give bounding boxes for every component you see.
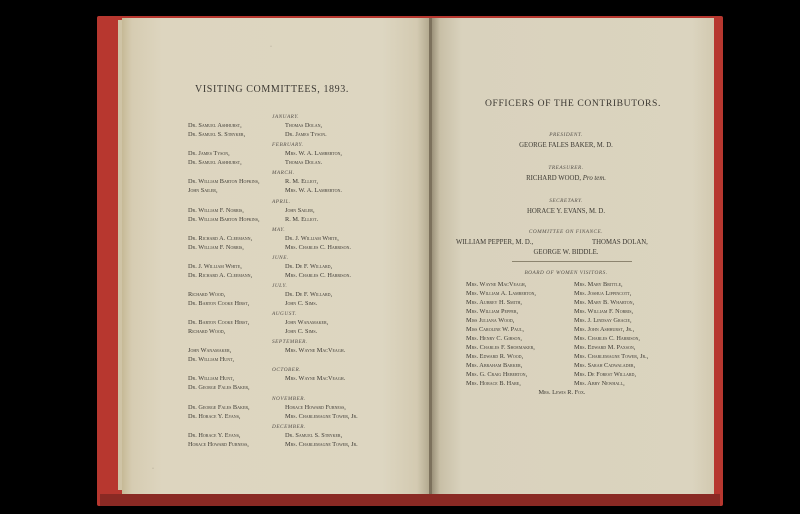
women-visitor: Mrs. Henry C. Gibson,	[466, 335, 522, 342]
section-divider	[512, 261, 632, 262]
committee-member: Mrs. Charles C. Harrison.	[285, 244, 351, 251]
month-heading: JULY.	[272, 283, 288, 289]
page-speck: ·	[270, 44, 272, 50]
finance-member-1: WILLIAM PEPPER, M. D.,	[456, 239, 534, 246]
women-visitor: Miss Caroline W. Paul,	[466, 326, 524, 333]
month-heading: MARCH.	[272, 170, 295, 176]
committee-member: John Sailer,	[188, 187, 218, 194]
month-heading: OCTOBER.	[272, 367, 302, 373]
women-visitor: Mrs. Charles F. Shoemaker,	[466, 344, 535, 351]
committee-member: Mrs. Wayne MacVeagh.	[285, 347, 346, 354]
officers-title: OFFICERS OF THE CONTRIBUTORS.	[485, 98, 661, 109]
month-heading: FEBRUARY.	[272, 142, 304, 148]
secretary-name: HORACE Y. EVANS, M. D.	[526, 208, 606, 215]
committee-member: John C. Sims.	[285, 300, 318, 307]
visiting-committees-title: VISITING COMMITTEES, 1893.	[195, 84, 349, 95]
committee-member: Dr. William Hunt,	[188, 356, 235, 363]
committee-member: Dr. William F. Norris,	[188, 207, 244, 214]
finance-member-2: THOMAS DOLAN,	[592, 239, 648, 246]
women-visitor: Mrs. Horace B. Hare,	[466, 380, 521, 387]
president-label: PRESIDENT.	[549, 132, 583, 138]
women-visitor: Mrs. John Ashhurst, Jr.,	[574, 326, 635, 333]
women-visitor: Miss Juliana Wood,	[466, 317, 515, 324]
women-visitor: Mrs. Charlemagne Tower, Jr.,	[574, 353, 649, 360]
women-visitor: Mrs. William F. Norris,	[574, 308, 634, 315]
women-visitor: Mrs. Sarah Cadwalader,	[574, 362, 636, 369]
committee-member: Mrs. Charlemagne Tower, Jr.	[285, 441, 358, 448]
committee-member: Dr. Samuel S. Stryker,	[285, 432, 343, 439]
women-visitors-column-right	[574, 280, 648, 388]
committee-member: Dr. William Barton Hopkins,	[188, 178, 260, 185]
president-name: GEORGE FALES BAKER, M. D.	[519, 142, 613, 149]
committee-member: Dr. Richard A. Cleemann,	[188, 272, 253, 279]
committee-member: Dr. J. William White,	[285, 235, 339, 242]
month-heading: JUNE.	[272, 255, 289, 261]
committee-member: Mrs. Charles C. Harrison.	[285, 272, 351, 279]
committee-member: Dr. William Hunt,	[188, 375, 235, 382]
women-visitor: Mrs. De Forest Willard,	[574, 371, 637, 378]
committee-member: Horace Howard Furness,	[285, 404, 346, 411]
committee-member: Dr. Horace Y. Evans,	[188, 432, 241, 439]
women-visitor: Mrs. Edward R. Wood,	[466, 353, 524, 360]
women-visitor-last: Mrs. Lewis R. Fox.	[538, 389, 586, 396]
women-visitors-label: BOARD OF WOMEN VISITORS.	[524, 270, 608, 276]
women-visitor: Mrs. Edward M. Paxson,	[574, 344, 636, 351]
committee-member: John Wanamaker,	[285, 319, 329, 326]
committee-member: Dr. George Fales Baker,	[188, 384, 250, 391]
committee-member: Mrs. W. A. Lamberton.	[285, 187, 342, 194]
women-visitors-column-left	[466, 280, 536, 388]
committee-member: Richard Wood,	[188, 328, 226, 335]
committee-member: Thomas Dolan,	[285, 122, 323, 129]
women-visitor: Mrs. Abraham Barker,	[466, 362, 523, 369]
right-page	[432, 18, 714, 494]
month-heading: JANUARY.	[272, 114, 300, 120]
committee-member: R. M. Elliot.	[285, 216, 319, 223]
committee-member: Dr. Barton Cooke Hirst,	[188, 300, 250, 307]
committee-member: Dr. Samuel S. Stryker,	[188, 131, 246, 138]
women-visitor: Mrs. Aubrey H. Smith,	[466, 299, 522, 306]
committee-member: Dr. Samuel Ashhurst,	[188, 122, 242, 129]
secretary-label: SECRETARY.	[549, 198, 583, 204]
book-cover-edge	[100, 494, 720, 506]
women-visitor: Mrs. Mary B. Wharton,	[574, 299, 635, 306]
women-visitor: Mrs. Mary Brittle,	[574, 281, 623, 288]
committee-member: Mrs. Charlemagne Tower, Jr.	[285, 413, 358, 420]
finance-committee-label: COMMITTEE ON FINANCE.	[528, 229, 604, 235]
month-heading: SEPTEMBER.	[272, 339, 308, 345]
committee-member: Horace Howard Furness,	[188, 441, 249, 448]
committee-member: Dr. James Tyson.	[285, 131, 327, 138]
treasurer-line	[432, 175, 700, 182]
women-visitor: Mrs. Joshua Lippincott,	[574, 290, 632, 297]
women-visitor: Mrs. William A. Lamberton,	[466, 290, 536, 297]
women-visitor: Mrs. Abby Newhall,	[574, 380, 625, 387]
committee-member: Dr. Barton Cooke Hirst,	[188, 319, 250, 326]
committee-member: Dr. Richard A. Cleemann,	[188, 235, 253, 242]
women-visitor: Mrs. William Pepper,	[466, 308, 519, 315]
committee-member: Dr. De F. Willard,	[285, 291, 333, 298]
committee-member: John C. Sims.	[285, 328, 318, 335]
finance-member-3: GEORGE W. BIDDLE.	[533, 249, 599, 256]
committee-member: John Sailer,	[285, 207, 315, 214]
committee-member: Thomas Dolan.	[285, 159, 323, 166]
treasurer-name: RICHARD WOOD,	[526, 175, 582, 182]
women-visitor: Mrs. Wayne MacVeagh,	[466, 281, 527, 288]
committee-member: Mrs. W. A. Lamberton,	[285, 150, 342, 157]
women-visitor: Mrs. J. Lindsay Gracie,	[574, 317, 632, 324]
committee-member: Richard Wood,	[188, 291, 226, 298]
page-speck: ·	[152, 466, 154, 472]
month-heading: MAY.	[272, 227, 286, 233]
committee-member: Dr. George Fales Baker,	[188, 404, 250, 411]
committee-member: Dr. William Barton Hopkins,	[188, 216, 260, 223]
committee-member: R. M. Elliot,	[285, 178, 319, 185]
committee-member: John Wanamaker,	[188, 347, 232, 354]
women-visitor: Mrs. Charles C. Harrison,	[574, 335, 640, 342]
committee-member: Dr. Samuel Ashhurst,	[188, 159, 242, 166]
month-heading: NOVEMBER.	[272, 396, 306, 402]
month-heading: DECEMBER.	[272, 424, 306, 430]
committee-member: Dr. J. William White,	[188, 263, 242, 270]
committee-member: Dr. De F. Willard,	[285, 263, 333, 270]
month-heading: AUGUST.	[272, 311, 297, 317]
treasurer-label: TREASURER.	[548, 165, 584, 171]
month-heading: APRIL.	[272, 199, 291, 205]
committee-member: Dr. Horace Y. Evans,	[188, 413, 241, 420]
committee-member: Mrs. Wayne MacVeagh.	[285, 375, 346, 382]
treasurer-note: Pro tem.	[582, 175, 606, 182]
committee-member: Dr. William F. Norris,	[188, 244, 244, 251]
left-page	[122, 18, 434, 494]
committee-member: Dr. James Tyson,	[188, 150, 230, 157]
women-visitor: Mrs. G. Craig Heberton,	[466, 371, 528, 378]
